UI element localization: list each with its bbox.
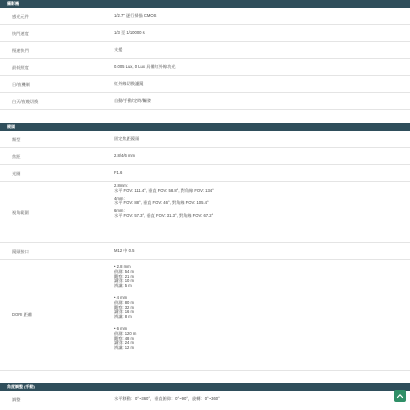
spec-row-adjustment [0, 391, 410, 407]
row-value: 0.005 Lux, 0 Lux 具備紅外線功光 [114, 64, 176, 69]
spec-row-lens-type [0, 131, 410, 148]
spec-row-shutter [0, 25, 410, 42]
value-line: 水平 FOV: 111.4°, 垂直 FOV: 58.8°, 對角線 FOV: 134° [114, 187, 214, 193]
spec-row-aperture [0, 165, 410, 182]
row-label: 焦距 [12, 154, 21, 159]
section-camera [0, 0, 410, 110]
row-value: 1/2.7" 逐行掃描 CMOS [114, 13, 157, 18]
value-line: 識別: 10 m [114, 278, 135, 284]
row-value: 2.8/4/6 mm [114, 153, 135, 158]
row-label: 快門速度 [12, 31, 29, 36]
fov-values [114, 184, 214, 219]
row-label: 鏡頭接口 [12, 249, 29, 254]
value-line: 辨識: 5 m [114, 283, 132, 289]
row-value: 水平移動：0°~360°，垂直俯仰：0°~90°，旋轉：0°~360° [114, 396, 220, 401]
row-label: 調整 [12, 397, 21, 402]
row-label: 慢速快門 [12, 48, 29, 53]
value-line: 觀察: 48 m [114, 335, 135, 341]
row-value: 支援 [114, 47, 123, 52]
spec-row-sensor [0, 8, 410, 25]
row-label: 類型 [12, 137, 21, 142]
row-value: 固定焦距鏡頭 [114, 136, 140, 141]
value-line: 識別: 16 m [114, 309, 135, 315]
spec-row-min-illumination [0, 59, 410, 76]
dori-block-6mm [114, 327, 136, 351]
spec-row-dori [0, 260, 410, 371]
value-line: 辨識: 8 m [114, 314, 132, 320]
value-line: 偵測: 120 m [114, 330, 137, 336]
value-line: 水平 FOV: 88°, 垂直 FOV: 46°, 對角線 FOV: 105.4° [114, 200, 209, 206]
spec-row-day-night-switch [0, 93, 410, 110]
row-value: 1/3 至 1/10000 s [114, 30, 145, 35]
value-line: 2.8mm： [114, 183, 131, 188]
row-label: 感光元件 [12, 14, 29, 19]
value-line: 6mm： [114, 208, 128, 214]
value-line: 偵測: 54 m [114, 268, 135, 274]
value-line: 觀察: 32 m [114, 304, 135, 310]
spec-row-day-night [0, 76, 410, 93]
dori-block-4mm [114, 296, 136, 320]
section-title: 攝影機 [0, 0, 410, 8]
value-line: • 2.8 mm [114, 264, 131, 269]
value-line: • 6 mm [114, 325, 128, 331]
scroll-to-top-button[interactable] [394, 390, 406, 402]
row-value: 自動/手動/定時/觸發 [114, 98, 151, 103]
chevron-up-icon [394, 390, 406, 402]
value-line: 偵測: 80 m [114, 299, 135, 305]
section-angle-adjustment [0, 383, 410, 407]
section-lens [0, 123, 410, 371]
section-title: 角度調整 (手動) [0, 383, 410, 391]
row-label: 白天/夜晚切換 [12, 99, 39, 104]
spec-row-lens-mount [0, 243, 410, 260]
value-line: • 4 mm [114, 294, 128, 300]
value-line: 觀察: 21 m [114, 273, 135, 279]
value-line: 識別: 24 m [114, 340, 135, 346]
spec-row-fov [0, 182, 410, 243]
spec-row-focal-length [0, 148, 410, 165]
row-label: 視角範圍 [12, 210, 29, 215]
row-label: DORI 距離 [12, 312, 33, 317]
row-label: 光圈 [12, 171, 21, 176]
row-label: 最低照度 [12, 65, 29, 70]
row-value: M12 中 0.5 [114, 248, 135, 253]
dori-values [114, 265, 136, 351]
value-line: 4mm： [114, 195, 128, 201]
value-line: 辨識: 12 m [114, 345, 135, 351]
dori-block-2-8mm [114, 265, 136, 289]
spec-row-slow-shutter [0, 42, 410, 59]
fov-block-4mm [114, 197, 214, 207]
row-value: 紅外線切換濾鏡 [114, 81, 144, 86]
fov-block-6mm [114, 209, 214, 219]
value-line: 水平 FOV: 57.3°, 垂直 FOV: 31.3°, 對角線 FOV: 67.2° [114, 212, 214, 218]
section-title: 鏡頭 [0, 123, 410, 131]
row-value: F1.6 [114, 170, 123, 175]
row-label: 日/夜機制 [12, 82, 30, 87]
fov-block-2-8mm [114, 184, 214, 194]
